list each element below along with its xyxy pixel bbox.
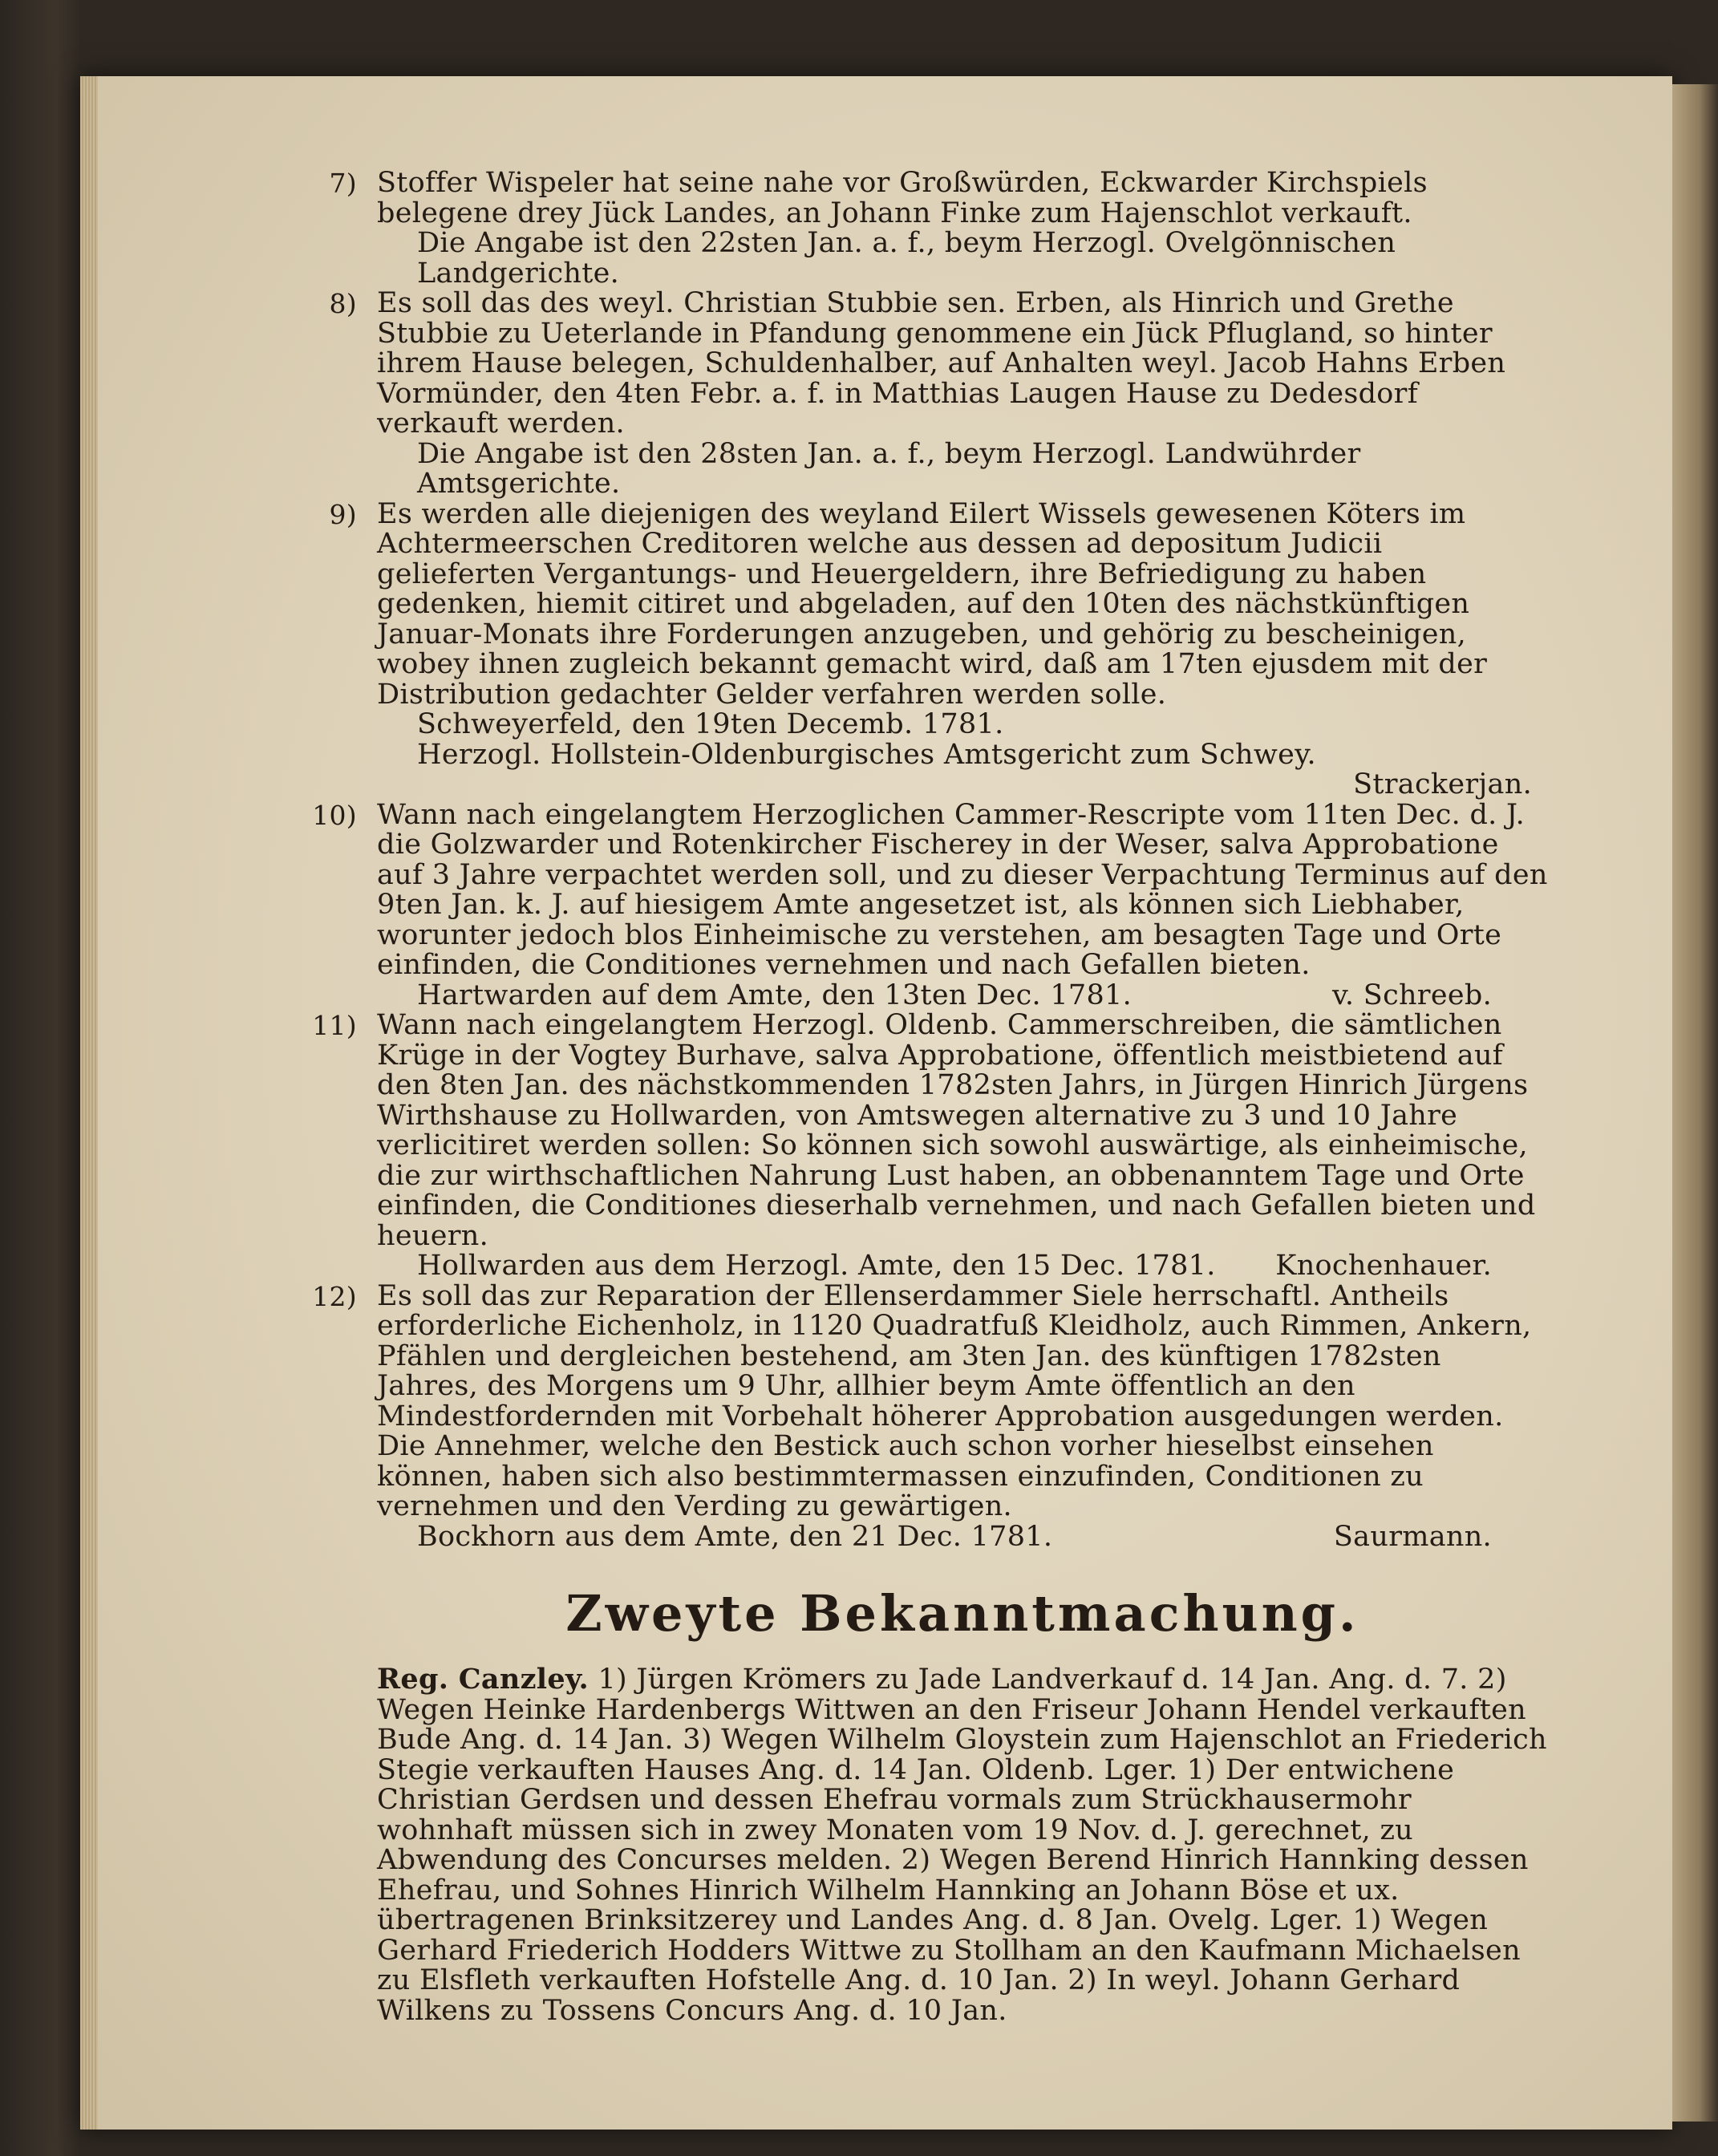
section-text: 1) Jürgen Krömers zu Jade Landverkauf d. 14 Jan. Ang. d. 7. 2) Wegen Heinke Hardenbergs Wittwen an den Friseur Johann Hendel verkauften Bude Ang. d. 14 Jan. 3) Wegen Wilhelm Gloystein zum Hajenschlot an Friederich Stegie verkauften Hauses Ang. d. 14 Jan. Oldenb. Lger. 1) Der entwichene Christian Gerdsen und dessen Ehefrau vormals zum Strückhausermohr wohnhaft müssen sich in zwey Monaten vom 19 Nov. d. J. gerechnet, zu Abwendung des Concurses melden. 2) Wegen Berend Hinrich Hannking dessen Ehefrau, und Sohnes Hinrich Wilhelm Hannking an Johann Böse et ux. übertragenen Brinksitzerey und Landes Ang. d. 8 Jan. Ovelg. Lger. 1) Wegen Gerhard Friederich Hodders Wittwe zu Stollham an den Kaufmann Michaelsen zu Elsfleth verkauften Hofstelle Ang. d. 10 Jan. 2) In weyl. Johann Gerhard Wilkens zu Tossens Concurs Ang. d. 10 Jan. [377,1664,1547,2027]
item-footer [377,1522,1548,1553]
section-lead: Reg. Canzley. [377,1663,590,1696]
item-number: 7) [329,168,357,199]
item-signature: v. Schreeb. [1332,979,1492,1011]
notice-item-9 [313,497,1548,800]
section-heading: Zweyte Bekanntmachung. [565,1584,1359,1643]
page-gutter [80,76,98,2130]
page-fore-edge [1672,84,1718,2122]
item-place-date: Schweyerfeld, den 19ten Decemb. 1781. [417,708,1004,740]
item-place-date: Hollwarden aus dem Herzogl. Amte, den 15 Dec. 1781. [417,1250,1216,1282]
item-place-date: Hartwarden auf dem Amte, den 13ten Dec. 1781. [417,979,1133,1011]
item-body: Wann nach eingelangtem Herzogl. Oldenb. Cammerschreiben, die sämtlichen Krüge in der Vogtey Burhave, salva Approbatione, öffentlich meistbietend auf den 8ten Jan. des nächstkommenden 1782sten Jahrs, in Jürgen Hinrich Jürgens Wirthshause zu Hollwarden, von Amtswegen alternative zu 3 und 10 Jahre verlicitiret werden sollen: So können sich sowohl auswärtige, als einheimische, die zur wirthschaftlichen Nahrung Lust haben, an obbenanntem Tage und Orte einfinden, die Conditiones dieserhalb vernehmen, und nach Gefallen bieten und heuern. [377,1009,1536,1252]
item-signature: Strackerjan. [1353,768,1532,800]
item-place-date: Bockhorn aus dem Amte, den 21 Dec. 1781. [417,1520,1053,1553]
item-footer [377,1251,1548,1282]
notice-item-10 [313,800,1548,1011]
item-number: 11) [312,1010,357,1041]
item-notice: Die Angabe ist den 22sten Jan. a. f., beym Herzogl. Ovelgönnischen Landgerichte. [417,227,1396,290]
notice-item-8 [313,289,1548,500]
notice-item-7 [313,168,1548,289]
item-body: Wann nach eingelangtem Herzoglichen Cammer-Rescripte vom 11ten Dec. d. J. die Golzwarder und Rotenkircher Fischerey in der Weser, salva Approbatione auf 3 Jahre verpachtet werden soll, und zu dieser Verpachtung Terminus auf den 9ten Jan. k. J. auf hiesigem Amte angesetzet ist, als können sich Liebhaber, worunter jedoch blos Einheimische zu verstehen, am besagten Tage und Orte einfinden, die Conditiones vernehmen und nach Gefallen bieten. [377,798,1548,981]
item-number: 8) [329,288,357,319]
item-number: 12) [312,1280,357,1312]
item-body: Stoffer Wispeler hat seine nahe vor Großwürden, Eckwarder Kirchspiels belegene drey Jück Landes, an Johann Finke zum Hajenschlot verkauft. [377,167,1428,229]
item-signature: Saurmann. [1333,1520,1492,1553]
item-body: Es soll das zur Reparation der Ellenserdammer Siele herrschaftl. Antheils erforderliche Eichenholz, in 1120 Quadratfuß Kleidholz, auch Rimmen, Ankern, Pfählen und dergleichen bestehend, am 3ten Jan. des künftigen 1782sten Jahres, des Morgens um 9 Uhr, allhier beym Amte öffentlich an den Mindestfordernden mit Vorbehalt höherer Approbation ausgedungen werden. Die Annehmer, welche den Bestick auch schon vorher hieselbst einsehen können, haben sich also bestimmtermassen einzufinden, Conditionen zu vernehmen und den Verding zu gewärtigen. [377,1279,1532,1522]
notice-item-12 [312,1279,1548,1553]
announcement-paragraph [377,1664,1548,2026]
item-number: 10) [312,799,357,831]
item-signature: Knochenhauer. [1275,1250,1492,1282]
item-body: Es soll das des weyl. Christian Stubbie sen. Erben, als Hinrich und Grethe Stubbie zu Ueterlande in Pfandung genommene ein Jück Pflugland, so hinter ihrem Hause belegen, Schuldenhalber, auf Anhalten weyl. Jacob Hahns Erben Vormünder, den 4ten Febr. a. f. in Matthias Laugen Hause zu Dedesdorf verkauft werden. [377,287,1506,440]
notice-item-11 [313,1011,1548,1282]
item-body: Es werden alle diejenigen des weyland Eilert Wissels gewesenen Köters im Achtermeerschen Creditoren welche aus dessen ad depositum Judicii gelieferten Vergantungs- und Heuergeldern, ihre Befriedigung zu haben gedenken, hiemit citiret und abgeladen, auf den 10ten des nächstkünftigen Januar-Monats ihre Forderungen anzugeben, und gehörig zu bescheinigen, wobey ihnen zugleich bekannt gemacht wird, daß am 17ten ejusdem mit der Distribution gedachter Gelder verfahren werden solle. [377,497,1488,711]
item-number: 9) [329,498,357,530]
item-notice: Die Angabe ist den 28sten Jan. a. f., beym Herzogl. Landwührder Amtsgerichte. [417,437,1361,500]
page-text [312,167,1548,2027]
item-footer [377,981,1548,1011]
item-authority: Herzogl. Hollstein-Oldenburgisches Amtsgericht zum Schwey. [417,738,1316,771]
